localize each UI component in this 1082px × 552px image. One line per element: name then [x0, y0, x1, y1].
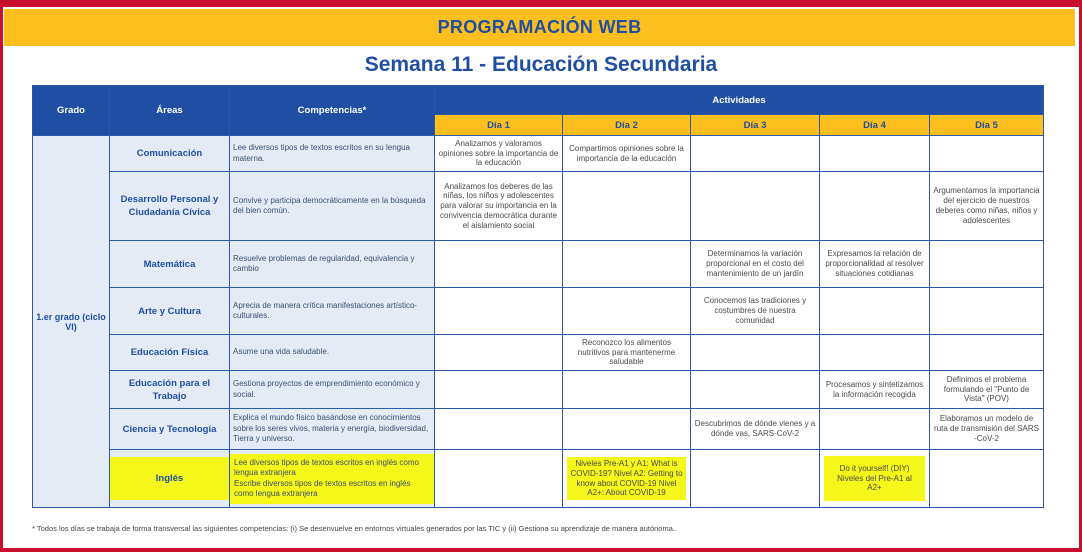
table-row — [33, 288, 1044, 335]
activity-cell: Argumentamos la importancia del ejercicio de nuestros deberes como niñas, niños y adolescentes — [930, 172, 1044, 241]
activity-cell-ingles-day4 — [820, 450, 930, 508]
header-day-3: Día 3 — [691, 115, 820, 136]
table-row — [33, 371, 1044, 409]
table-row — [33, 172, 1044, 241]
table-row — [33, 409, 1044, 450]
activity-cell — [930, 288, 1044, 335]
activity-cell — [820, 136, 930, 172]
activity-cell — [691, 371, 820, 409]
table-row — [33, 335, 1044, 371]
banner — [4, 9, 1075, 46]
activity-cell: Analizamos y valoramos opiniones sobre la importancia de la educación — [435, 136, 563, 172]
competencia-cell-ingles — [230, 450, 435, 508]
competencia-cell: Convive y participa democráticamente en la búsqueda del bien común. — [230, 172, 435, 241]
area-cell-ingles — [110, 450, 230, 508]
activity-cell — [563, 172, 691, 241]
activity-cell-ingles-day2 — [563, 450, 691, 508]
area-cell: Educación Física — [110, 335, 230, 371]
competencia-cell: Explica el mundo físico basándose en conocimientos sobre los seres vivos, materia y energía, biodiversidad, Tierra y universo. — [230, 409, 435, 450]
frame-bottom-border — [0, 548, 1082, 552]
activity-cell — [435, 450, 563, 508]
activity-cell — [820, 172, 930, 241]
activity-cell — [930, 450, 1044, 508]
header-day-5: Día 5 — [930, 115, 1044, 136]
area-cell: Arte y Cultura — [110, 288, 230, 335]
activity-cell: Definimos el problema formulando el "Punto de Vista" (POV) — [930, 371, 1044, 409]
activity-cell: Elaboramos un modelo de ruta de transmisión del SARS -CoV-2 — [930, 409, 1044, 450]
frame-left-border — [0, 0, 3, 552]
activity-cell — [691, 172, 820, 241]
activity-cell: Descubrimos de dónde vienes y a dónde vas, SARS-CoV-2 — [691, 409, 820, 450]
ingles-day2-highlight: Niveles Pre-A1 y A1: What is COVID-19? Nivel A2: Getting to know about COVID-19 Nivel A2+: About COVID-19 — [567, 457, 686, 500]
activity-cell — [435, 241, 563, 288]
ingles-day4-highlight: Do it yourself! (DIY) Niveles del Pre-A1 al A2+ — [824, 456, 925, 501]
competencia-cell: Asume una vida saludable. — [230, 335, 435, 371]
area-cell: Desarrollo Personal y Ciudadanía Cívica — [110, 172, 230, 241]
footnote: * Todos los días se trabaja de forma transversal las siguientes competencias: (i) Se desenvuelve en entornos virtuales generados por las TIC y (ii) Gestiona su aprendizaje de manera autónoma.. — [32, 524, 678, 533]
competencia-ingles-2: Escribe diversos tipos de textos escritos en inglés como lengua extranjera — [234, 478, 411, 498]
activity-cell — [691, 136, 820, 172]
header-day-4: Día 4 — [820, 115, 930, 136]
activity-cell — [435, 288, 563, 335]
header-grado: Grado — [33, 86, 110, 136]
area-cell: Ciencia y Tecnología — [110, 409, 230, 450]
area-ingles-highlight: Inglés — [110, 457, 229, 500]
activity-cell: Expresamos la relación de proporcionalidad al resolver situaciones cotidianas — [820, 241, 930, 288]
activity-cell — [563, 241, 691, 288]
activity-cell — [691, 450, 820, 508]
header-competencias: Competencias* — [230, 86, 435, 136]
competencia-ingles-highlight — [230, 454, 434, 504]
activity-cell: Compartimos opiniones sobre la importancia de la educación — [563, 136, 691, 172]
competencia-cell: Aprecia de manera crítica manifestaciones artístico-culturales. — [230, 288, 435, 335]
table-row — [33, 241, 1044, 288]
table-row-ingles — [33, 450, 1044, 508]
header-actividades: Actividades — [435, 86, 1044, 115]
activity-cell: Analizamos los deberes de las niñas, los niños y adolescentes para valorar su importancia en la convivencia democrática durante el aislamiento social — [435, 172, 563, 241]
activity-cell — [691, 335, 820, 371]
activity-cell — [820, 409, 930, 450]
header-areas: Áreas — [110, 86, 230, 136]
activity-cell — [563, 288, 691, 335]
header-day-1: Día 1 — [435, 115, 563, 136]
activity-cell — [820, 335, 930, 371]
grado-cell: 1.er grado (ciclo VI) — [33, 136, 110, 508]
table-row — [33, 136, 1044, 172]
area-cell: Matemática — [110, 241, 230, 288]
competencia-cell: Resuelve problemas de regularidad, equivalencia y cambio — [230, 241, 435, 288]
activity-cell: Reconozco los alimentos nutritivos para mantenerme saludable — [563, 335, 691, 371]
area-cell: Comunicación — [110, 136, 230, 172]
frame-top-border — [0, 0, 1082, 7]
schedule-table — [32, 85, 1044, 508]
competencia-ingles-1: Lee diversos tipos de textos escritos en inglés como lengua extranjera — [234, 457, 419, 477]
activity-cell — [435, 409, 563, 450]
activity-cell: Procesamos y sintetizamos la información recogida — [820, 371, 930, 409]
competencia-cell: Lee diversos tipos de textos escritos en su lengua materna. — [230, 136, 435, 172]
activity-cell — [930, 241, 1044, 288]
header-day-2: Día 2 — [563, 115, 691, 136]
activity-cell: Conocemos las tradiciones y costumbres de nuestra comunidad — [691, 288, 820, 335]
activity-cell — [563, 409, 691, 450]
activity-cell — [563, 371, 691, 409]
activity-cell — [820, 288, 930, 335]
activity-cell — [435, 371, 563, 409]
activity-cell — [930, 136, 1044, 172]
competencia-cell: Gestiona proyectos de emprendimiento económico y social. — [230, 371, 435, 409]
area-cell: Educación para el Trabajo — [110, 371, 230, 409]
page-title: Semana 11 - Educación Secundaria — [364, 53, 718, 76]
activity-cell — [930, 335, 1044, 371]
banner-title: PROGRAMACIÓN WEB — [437, 17, 642, 37]
activity-cell — [435, 335, 563, 371]
activity-cell: Determinamos la variación proporcional en el costo del mantenimiento de un jardín — [691, 241, 820, 288]
